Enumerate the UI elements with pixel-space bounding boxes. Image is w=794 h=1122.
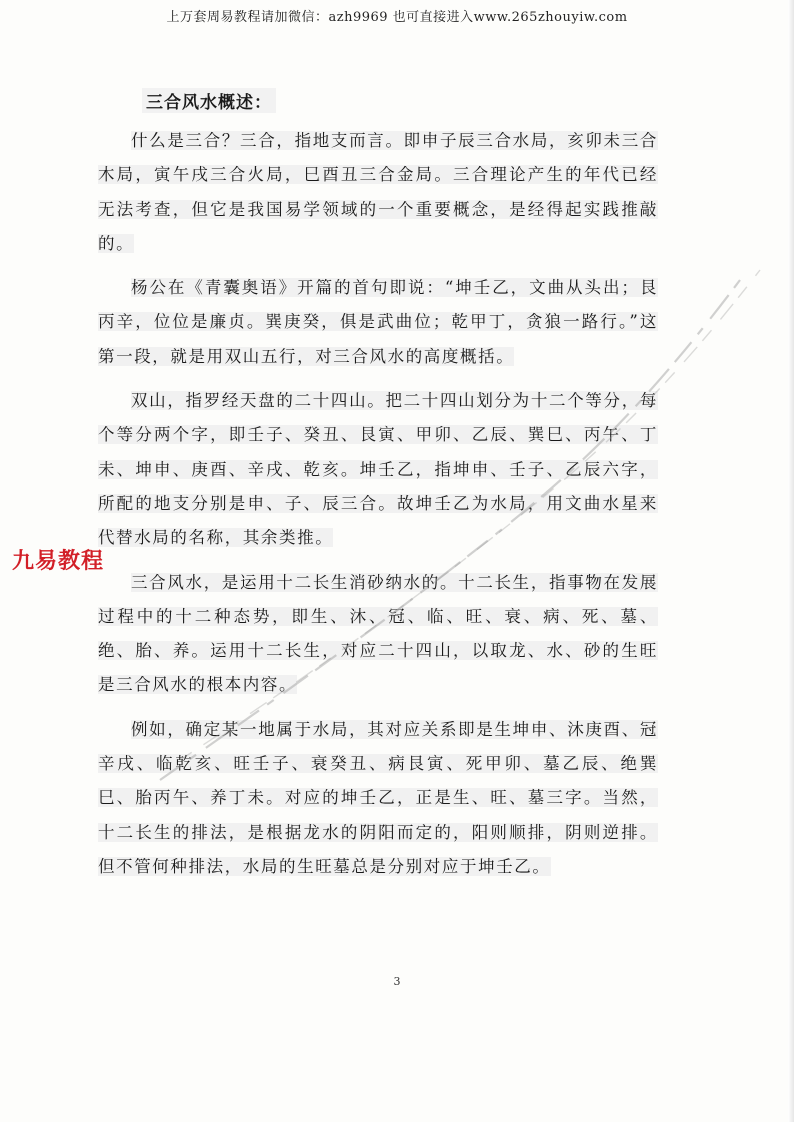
- paragraph-5: [98, 713, 658, 884]
- header-note: 上万套周易教程请加微信：azh9969 也可直接进入www.265zhouyiw.com: [166, 10, 628, 25]
- paragraph-1-text: 什么是三合？三合，指地支而言。即申子辰三合水局，亥卯未三合木局，寅午戌三合火局，巳酉丑三合金局。三合理论产生的年代已经无法考查，但它是我国易学领域的一个重要概念，是经得起实践推敲的。: [98, 131, 658, 253]
- paragraph-3: [98, 384, 658, 555]
- paragraph-3-text: 双山，指罗经天盘的二十四山。把二十四山划分为十二个等分，每个等分两个字，即壬子、癸丑、艮寅、甲卯、乙辰、巽巳、丙午、丁未、坤申、庚酉、辛戌、乾亥。坤壬乙，指坤申、壬子、乙辰六字，所配的地支分别是申、子、辰三合。故坤壬乙为水局，用文曲水星来代替水局的名称，其余类推。: [98, 391, 658, 548]
- page-number: 3: [393, 975, 401, 988]
- paragraph-1: [98, 124, 658, 261]
- section-title: 三合风水概述：: [142, 88, 276, 113]
- paragraph-2: [98, 271, 658, 374]
- scan-edge: [788, 0, 794, 1122]
- paragraph-2-text: 杨公在《青囊奥语》开篇的首句即说：“坤壬乙，文曲从头出；艮丙辛，位位是廉贞。巽庚癸，俱是武曲位；乾甲丁，贪狼一路行。”这第一段，就是用双山五行，对三合风水的高度概括。: [98, 278, 658, 366]
- body-text: [98, 124, 658, 894]
- paragraph-5-text: 例如，确定某一地属于水局，其对应关系即是生坤申、沐庚酉、冠辛戌、临乾亥、旺壬子、衰癸丑、病艮寅、死甲卯、墓乙辰、绝巽巳、胎丙午、养丁未。对应的坤壬乙，正是生、旺、墓三字。当然，十二长生的排法，是根据龙水的阴阳而定的，阳则顺排，阴则逆排。但不管何种排法，水局的生旺墓总是分别对应于坤壬乙。: [98, 719, 658, 876]
- brand-stamp: 九易教程: [12, 549, 105, 574]
- paragraph-4: [98, 566, 658, 703]
- paragraph-4-text: 三合风水，是运用十二长生消砂纳水的。十二长生，指事物在发展过程中的十二种态势，即生、沐、冠、临、旺、衰、病、死、墓、绝、胎、养。运用十二长生，对应二十四山，以取龙、水、砂的生旺是三合风水的根本内容。: [98, 572, 658, 695]
